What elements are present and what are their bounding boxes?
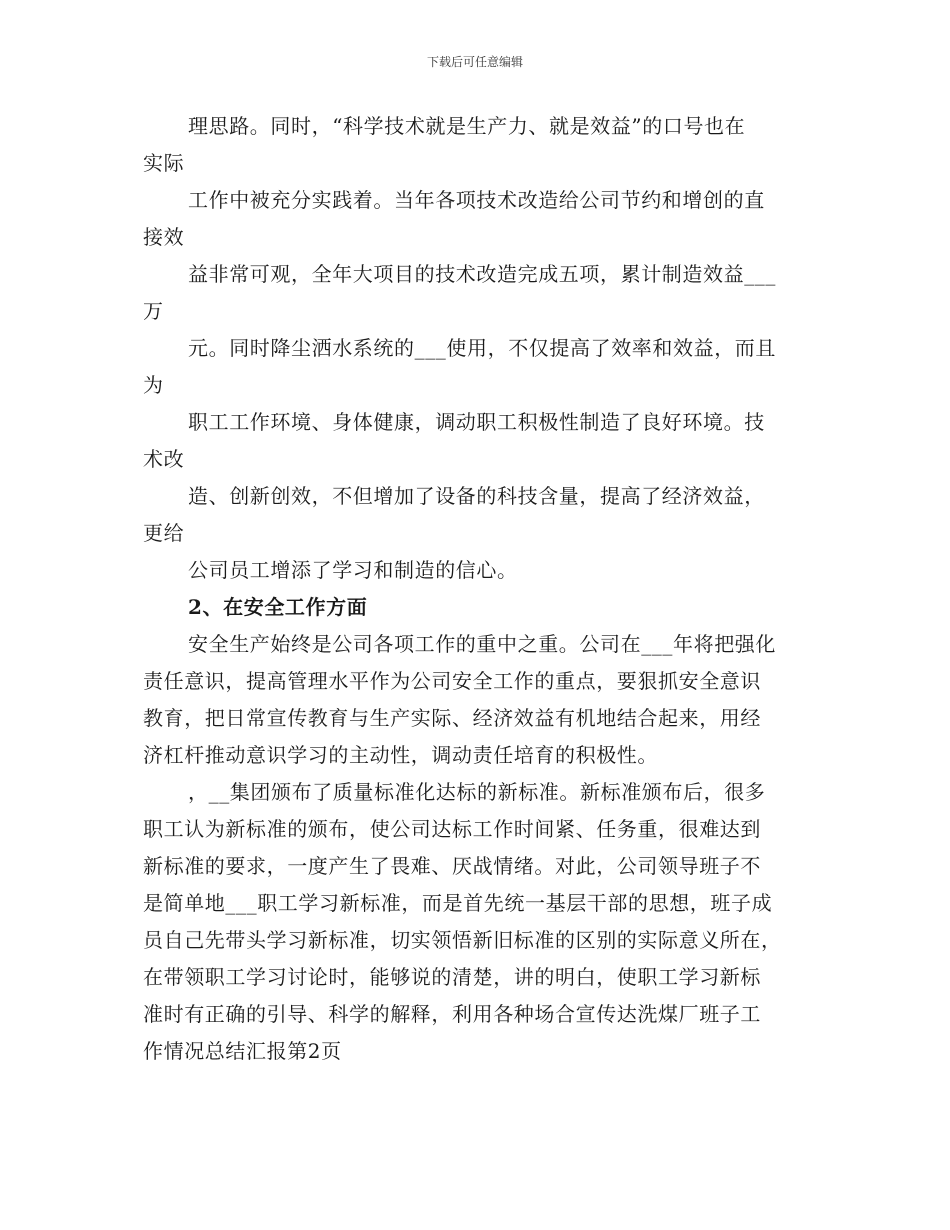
text-line: 责任意识，提高管理水平作为公司安全工作的重点，要狠抓安全意识 xyxy=(143,669,761,693)
text-line: 职工认为新标准的颁布，使公司达标工作时间紧、任务重，很难达到 xyxy=(143,817,761,841)
text-line: 作情况总结汇报第2页 xyxy=(143,1039,342,1063)
text-line: 在带领职工学习讨论时，能够说的清楚，讲的明白，使职工学习新标 xyxy=(143,965,761,989)
text-line: 新标准的要求，一度产生了畏难、厌战情绪。对此，公司领导班子不 xyxy=(143,854,761,878)
text-line: 职工工作环境、身体健康，调动职工积极性制造了良好环境。技 xyxy=(188,410,765,434)
text-line: 更给 xyxy=(143,521,185,545)
text-line: 接效 xyxy=(143,225,185,249)
text-line: 济杠杆推动意识学习的主动性，调动责任培育的积极性。 xyxy=(143,743,658,767)
text-line: 员自己先带头学习新标准，切实领悟新旧标准的区别的实际意义所在， xyxy=(143,928,782,952)
text-line: 元。同时降尘洒水系统的___使用，不仅提高了效率和效益，而且 xyxy=(188,336,776,360)
text-line: 是简单地___职工学习新标准，而是首先统一基层干部的思想，班子成 xyxy=(143,891,773,915)
text-line: 准时有正确的引导、科学的解释，利用各种场合宣传达洗煤厂班子工 xyxy=(143,1002,761,1026)
document-body xyxy=(143,108,823,1070)
text-line: 造、创新创效，不但增加了设备的科技含量，提高了经济效益， xyxy=(188,484,765,508)
text-line: 公司员工增添了学习和制造的信心。 xyxy=(188,558,518,582)
text-line: 实际 xyxy=(143,151,185,175)
text-line: 理思路。同时，“科学技术就是生产力、就是效益”的口号也在 xyxy=(188,114,746,138)
text-line: 为 xyxy=(143,373,164,397)
page-header: 下载后可任意编辑 xyxy=(426,55,523,69)
text-line: 工作中被充分实践着。当年各项技术改造给公司节约和增创的直 xyxy=(188,188,765,212)
text-line: 万 xyxy=(143,299,164,323)
text-line: 安全生产始终是公司各项工作的重中之重。公司在___年将把强化 xyxy=(188,632,776,656)
text-line: 教育，把日常宣传教育与生产实际、经济效益有机地结合起来，用经 xyxy=(143,706,761,730)
text-line: 益非常可观，全年大项目的技术改造完成五项，累计制造效益___ xyxy=(188,262,776,286)
text-line: 术改 xyxy=(143,447,185,471)
text-line: ，__集团颁布了质量标准化达标的新标准。新标准颁布后，很多 xyxy=(188,780,766,804)
section-heading: 2、在安全工作方面 xyxy=(188,595,368,619)
